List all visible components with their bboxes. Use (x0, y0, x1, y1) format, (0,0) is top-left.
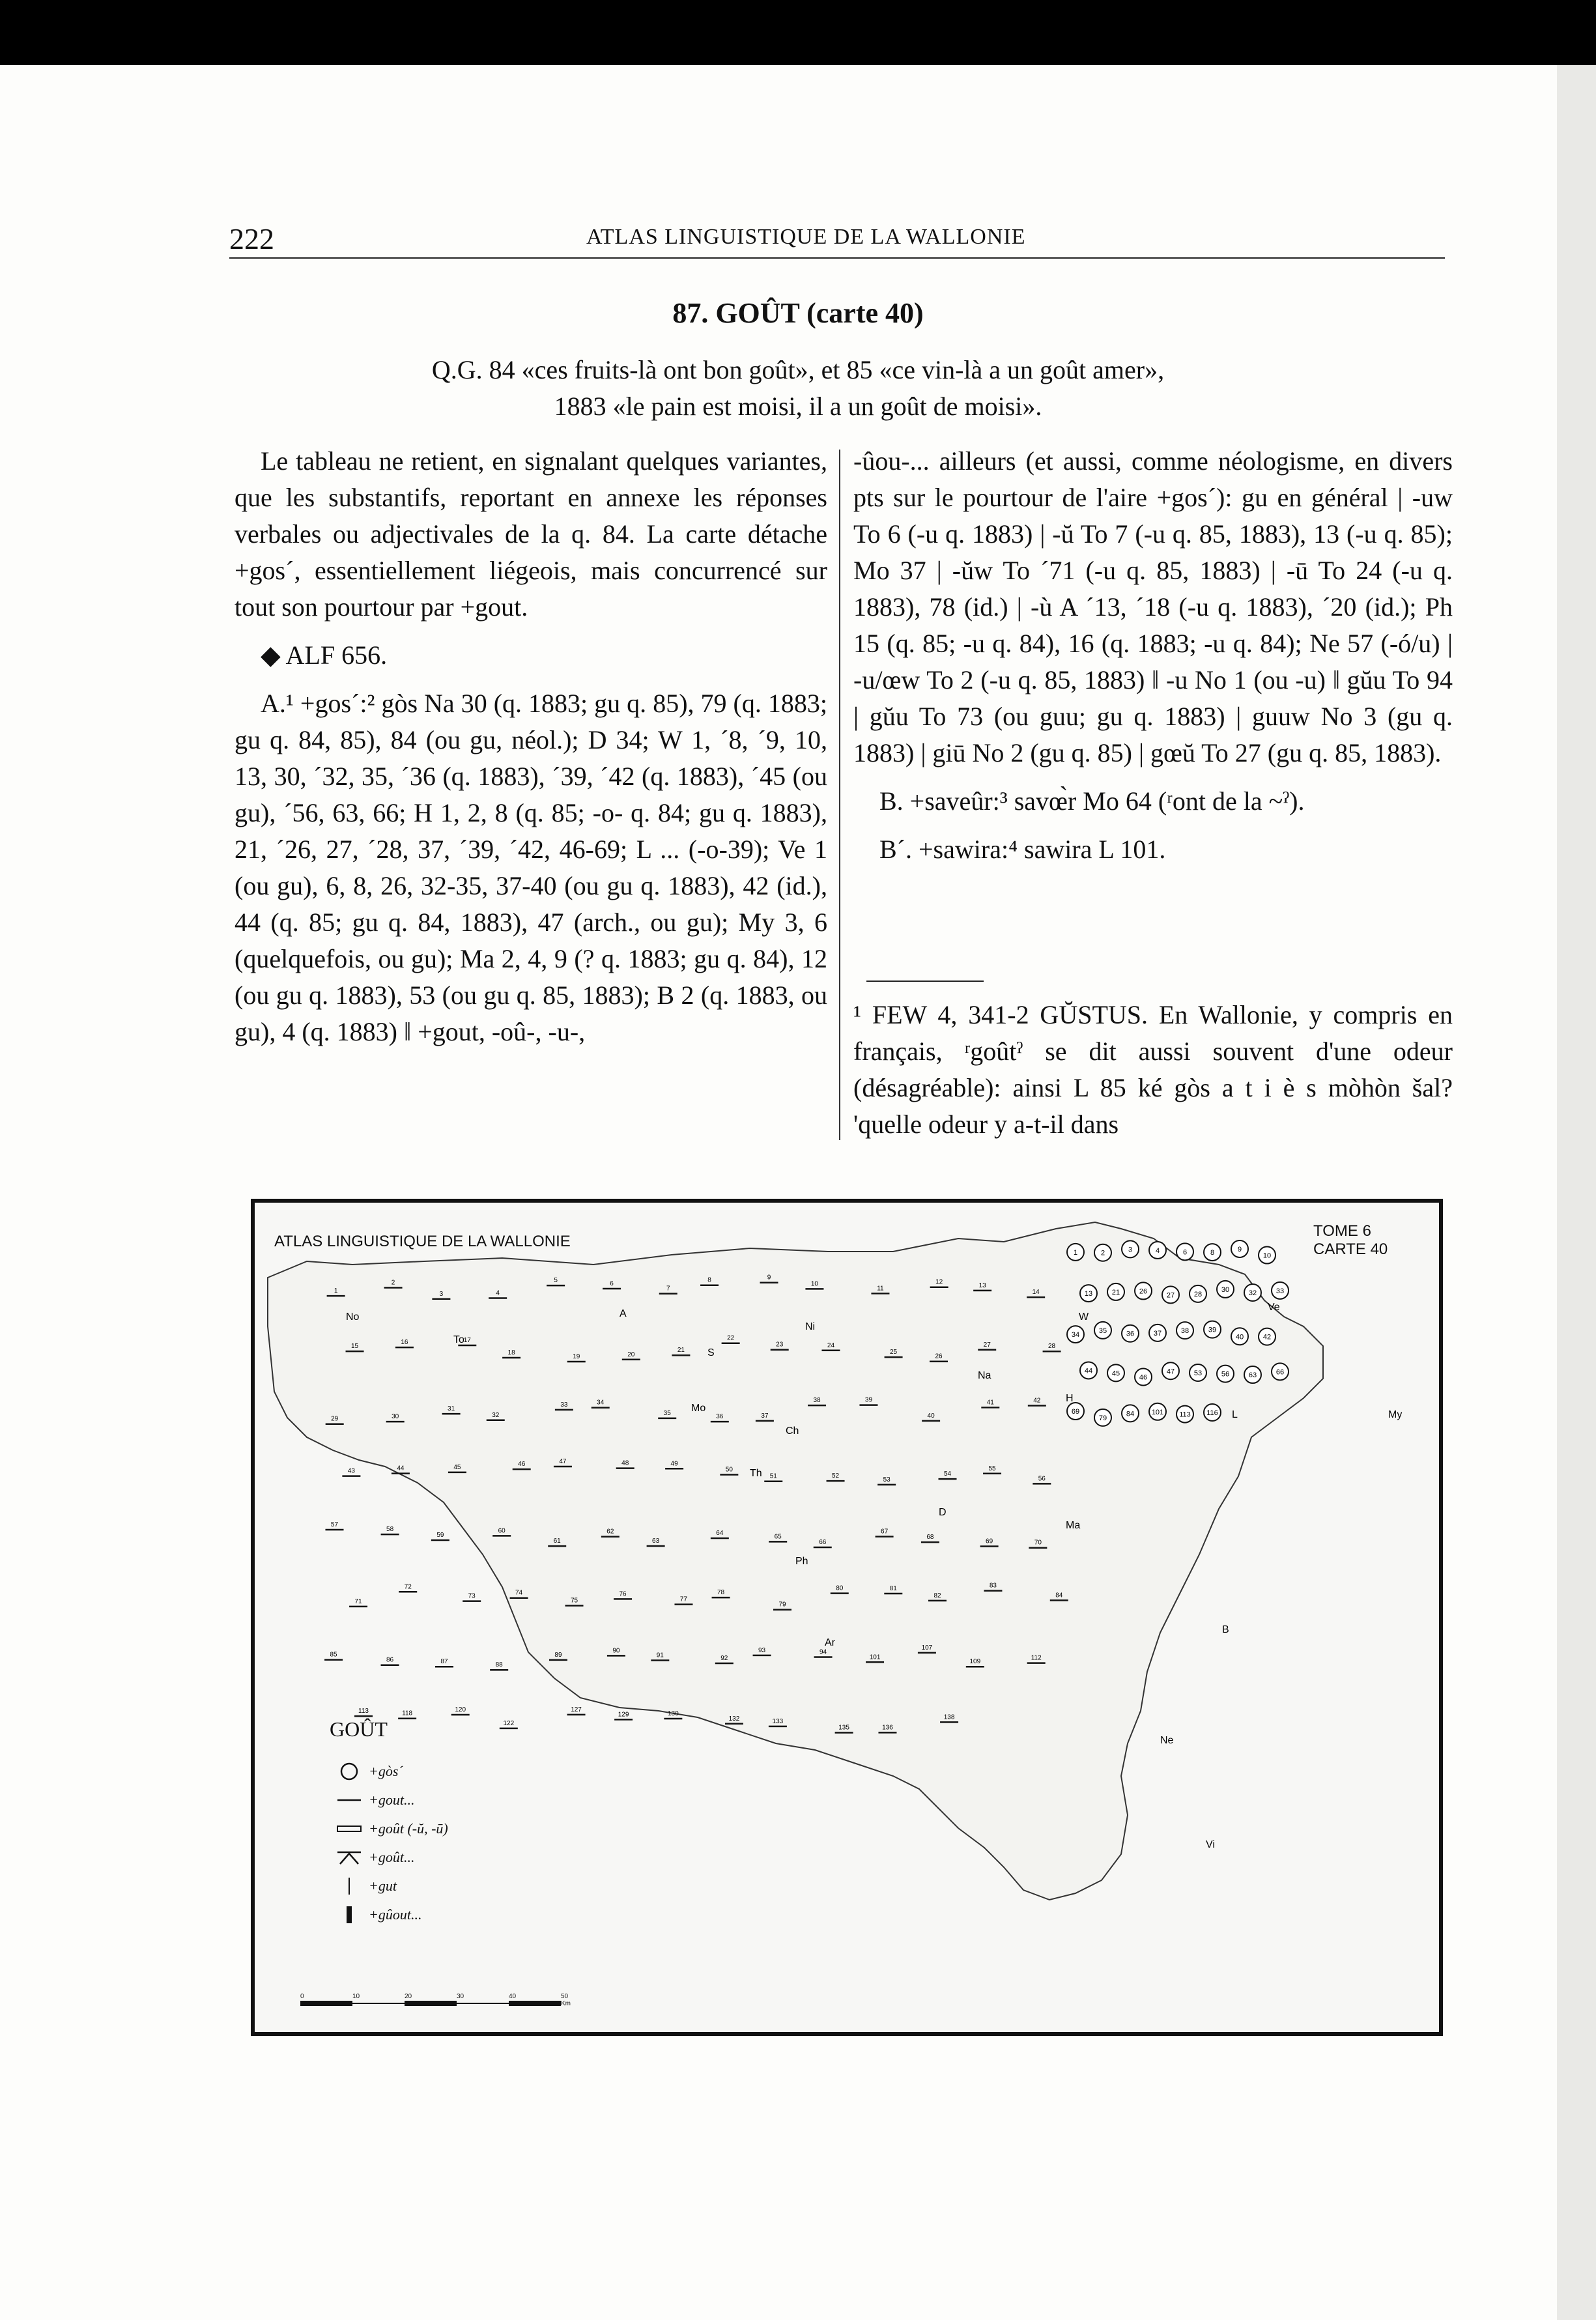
region-abbreviation: Na (978, 1370, 991, 1381)
point-number-label: 32 (1248, 1289, 1257, 1297)
point-number-label: 4 (496, 1289, 500, 1297)
point-number-label: 21 (677, 1347, 685, 1354)
circle-icon (330, 1762, 369, 1781)
point-number-label: 56 (1221, 1370, 1230, 1379)
point-number-label: 92 (720, 1655, 728, 1663)
point-number-label: 40 (1235, 1333, 1244, 1341)
legend-item-gos (330, 1757, 448, 1786)
point-number-label: 29 (331, 1415, 339, 1423)
legend-label: +gut (369, 1878, 397, 1894)
scale-label: 10 (352, 1993, 360, 2000)
point-number-label: 27 (1166, 1291, 1175, 1300)
point-number-label: 27 (983, 1341, 991, 1349)
region-abbreviation: Ma (1066, 1520, 1081, 1531)
point-number-label: 107 (921, 1644, 933, 1652)
point-number-label: 3 (1128, 1246, 1133, 1254)
point-number-label: 30 (392, 1413, 399, 1421)
point-number-label: 75 (570, 1597, 578, 1605)
point-number-label: 77 (679, 1596, 688, 1603)
region-abbreviation: W (1079, 1311, 1089, 1323)
point-number-label: 45 (1111, 1369, 1120, 1378)
point-number-label: 47 (559, 1458, 567, 1466)
legend-label: +gûout... (369, 1906, 422, 1923)
region-abbreviation: A (620, 1308, 627, 1319)
entry-title: 87. GOÛT (carte 40) (672, 297, 924, 329)
point-number-label: 24 (827, 1341, 835, 1349)
map-scale-bar (300, 1994, 574, 2016)
questionnaire-lines (0, 352, 1596, 425)
region-abbreviation: D (939, 1507, 947, 1518)
point-number-label: 7 (666, 1285, 670, 1293)
point-number-label: 63 (652, 1537, 660, 1545)
point-number-label: 74 (515, 1589, 523, 1597)
section-b-paragraph: B. +saveûr:³ savœ̀r Mo 64 (ʳont de la ~ˀ). (879, 786, 1305, 816)
qg-line-1: Q.G. 84 «ces fruits-là ont bon goût», et 85 «ce vin-là a un goût amer», (431, 355, 1165, 384)
region-abbreviation: Th (750, 1468, 762, 1479)
left-column (235, 443, 827, 1062)
region-abbreviation: To (453, 1334, 464, 1345)
point-number-label: 53 (1193, 1369, 1203, 1378)
thin-vbar-icon (330, 1876, 369, 1896)
point-number-label: 82 (933, 1592, 941, 1599)
point-number-label: 94 (819, 1648, 827, 1656)
point-number-label: 65 (774, 1533, 782, 1541)
point-number-label: 44 (1084, 1367, 1093, 1375)
point-number-label: 6 (1182, 1248, 1188, 1257)
footnote-1: ¹ FEW 4, 341-2 GŬSTUS. En Wallonie, y compris en français, ʳgoûtˀ se dit aussi souvent d'une odeur (désagréable): ainsi L 85 ké gòs a t i è s mòhòn šal? 'quelle odeur y a-t-il dans (853, 1000, 1453, 1139)
point-number-label: 79 (778, 1601, 786, 1609)
point-number-label: 118 (402, 1710, 413, 1717)
legend-item-gut (330, 1872, 448, 1900)
point-number-label: 67 (881, 1528, 889, 1536)
point-number-label: 17 (463, 1336, 471, 1344)
section-a-paragraph: A.¹ +gos´:² gòs Na 30 (q. 1883; gu q. 85), 79 (q. 1883; gu q. 84, 85), 84 (ou gu, néol.); D 34; W 1, ´8, ´9, 10, 13, 30, ´32, 35, ´36 (q. 1883), ´39, ´42 (q. 1883), ´45 (ou gu), ´56, 63, 66; H 1, 2, 8 (q. 85; -o- q. 84; gu q. 1883), 21, ´26, 27, ´28, 37, ´39, ´42, 46-69; L ... (-o-39); Ve 1 (ou gu), 6, 8, 26, 32-35, 37-40 (ou gu q. 1883), 42 (id.), 44 (q. 85; gu q. 84, 1883), 47 (arch., ou gu); My 3, 6 (quelquefois, ou gu); Ma 2, 4, 9 (? q. 1883; gu q. 84), 12 (ou gu q. 1883), 53 (ou gu q. 85, 1883); B 2 (q. 1883, ou gu), 4 (q. 1883) ‖ +gout, -oû-, -u-, (235, 689, 827, 1046)
point-number-label: 109 (969, 1658, 981, 1666)
scale-label: 0 (300, 1993, 304, 2000)
section-b-prime-paragraph: B´. +sawira:⁴ sawira L 101. (879, 835, 1166, 864)
point-number-label: 34 (1071, 1331, 1080, 1339)
point-number-label: 122 (503, 1719, 515, 1727)
point-number-label: 83 (989, 1582, 997, 1590)
point-number-label: 52 (831, 1472, 840, 1480)
point-number-label: 28 (1193, 1290, 1203, 1298)
point-number-label: 39 (1208, 1326, 1217, 1334)
point-number-label: 112 (1031, 1654, 1042, 1662)
point-number-label: 39 (864, 1396, 873, 1404)
point-number-label: 76 (619, 1590, 627, 1598)
point-number-label: 34 (597, 1399, 605, 1407)
legend-label: +gout... (369, 1792, 415, 1808)
point-number-label: 9 (767, 1274, 771, 1282)
point-number-label: 12 (935, 1278, 943, 1286)
point-number-label: 3 (439, 1290, 444, 1298)
point-number-label: 53 (883, 1476, 891, 1483)
point-number-label: 37 (1153, 1329, 1162, 1338)
region-abbreviation: Mo (691, 1403, 706, 1414)
point-number-label: 69 (1071, 1408, 1080, 1416)
point-number-label: 59 (436, 1532, 444, 1540)
region-abbreviation: Vi (1206, 1839, 1215, 1850)
point-number-label: 36 (716, 1413, 724, 1421)
point-number-label: 14 (1032, 1289, 1040, 1296)
point-number-label: 20 (627, 1351, 635, 1358)
scale-label: 40 (509, 1993, 517, 2000)
point-number-label: 135 (838, 1724, 849, 1732)
point-number-label: 26 (935, 1353, 943, 1360)
dash-icon (330, 1797, 369, 1803)
point-number-label: 42 (1033, 1397, 1041, 1405)
point-number-label: 23 (776, 1341, 784, 1349)
point-number-label: 66 (819, 1539, 827, 1547)
scan-top-border (0, 0, 1596, 65)
point-number-label: 85 (330, 1651, 337, 1659)
point-number-label: 93 (758, 1646, 766, 1654)
point-number-label: 19 (573, 1353, 580, 1361)
point-number-label: 90 (612, 1647, 620, 1655)
section-a-continued: -ûou-... ailleurs (et aussi, comme néologisme, en divers pts sur le pourtour de l'aire +gos´): gu en général | -uw To 6 (-u q. 1883) | -ŭ To 7 (-u q. 85, 1883), 13 (-u q. 85); Mo 37 | -ŭw To ´71 (-u q. 85, 1883) | -ū To 24 (-u q. 1883), 78 (id.) | -ù A ´13, ´18 (-u q. 1883), ´20 (id.); Ph 15 (q. 85; -u q. 84), 16 (q. 1883; -u q. 84); Ne 57 (-ó/u) | -u/œw To 2 (-u q. 85, 1883) ‖ -u No 1 (ou -u) ‖ gŭu To 94 | gŭu To 73 (ou guu; gu q. 1883) | guuw No 3 (gu q. 1883) | giū No 2 (gu q. 85) | gœŭ To 27 (gu q. 85, 1883). (853, 446, 1453, 767)
point-number-label: 45 (453, 1463, 461, 1471)
map-header-title: ATLAS LINGUISTIQUE DE LA WALLONIE (274, 1233, 571, 1250)
legend-item-gout (330, 1786, 448, 1814)
legend-title: GOÛT (330, 1717, 388, 1741)
region-abbreviation: Ar (825, 1637, 835, 1648)
map-legend (330, 1717, 448, 1929)
point-number-label: 81 (889, 1585, 897, 1593)
point-number-label: 70 (1034, 1539, 1042, 1547)
caret-bar-icon (330, 1850, 369, 1865)
page-number: 222 (229, 222, 274, 255)
point-number-label: 101 (1151, 1408, 1164, 1416)
map-header-tome: TOME 6 (1313, 1222, 1371, 1240)
point-number-label: 37 (761, 1412, 769, 1420)
point-number-label: 62 (606, 1528, 614, 1536)
point-number-label: 4 (1155, 1246, 1160, 1255)
qg-line-2: 1883 «le pain est moisi, il a un goût de moisi». (554, 392, 1042, 421)
point-number-label: 87 (440, 1658, 448, 1666)
point-number-label: 1 (334, 1287, 338, 1295)
point-number-label: 40 (927, 1412, 935, 1420)
point-number-label: 55 (988, 1465, 996, 1472)
point-number-label: 33 (1275, 1287, 1285, 1295)
point-number-label: 60 (498, 1527, 506, 1535)
point-number-label: 46 (518, 1461, 526, 1468)
point-number-label: 44 (397, 1465, 405, 1472)
point-number-label: 49 (670, 1460, 678, 1468)
legend-label: +goût (-ŭ, -ū) (369, 1820, 448, 1837)
point-number-label: 101 (869, 1654, 881, 1661)
legend-item-gout-caret (330, 1843, 448, 1872)
point-number-label: 26 (1139, 1287, 1148, 1296)
point-number-label: 80 (836, 1584, 844, 1592)
point-number-label: 69 (986, 1538, 993, 1545)
point-number-label: 48 (621, 1459, 629, 1467)
scale-label: 30 (457, 1993, 464, 2000)
running-head: ATLAS LINGUISTIQUE DE LA WALLONIE (586, 225, 1026, 249)
point-number-label: 2 (391, 1279, 395, 1287)
map-header-carte: CARTE 40 (1313, 1240, 1388, 1258)
point-number-label: 116 (1206, 1409, 1218, 1417)
region-abbreviation: Ne (1160, 1735, 1174, 1746)
legend-label: +gòs´ (369, 1763, 403, 1779)
point-number-label: 11 (877, 1285, 884, 1293)
point-number-label: 54 (943, 1470, 952, 1478)
point-number-label: 86 (386, 1656, 394, 1664)
scale-label: 50 Km (561, 1993, 571, 2007)
point-number-label: 136 (882, 1724, 893, 1732)
point-number-label: 56 (1038, 1475, 1046, 1483)
point-number-label: 13 (978, 1282, 986, 1289)
point-number-label: 79 (1098, 1414, 1107, 1422)
point-number-label: 43 (347, 1467, 355, 1475)
point-number-label: 64 (716, 1529, 724, 1537)
point-number-label: 32 (492, 1411, 500, 1419)
point-number-label: 47 (1166, 1368, 1175, 1376)
point-number-label: 73 (468, 1592, 476, 1600)
point-number-label: 9 (1237, 1245, 1242, 1253)
point-number-label: 91 (656, 1652, 664, 1659)
point-number-label: 84 (1055, 1592, 1063, 1599)
point-number-label: 2 (1100, 1249, 1105, 1257)
point-number-label: 130 (668, 1710, 679, 1717)
point-number-label: 13 (1084, 1290, 1093, 1298)
point-number-label: 38 (1180, 1327, 1190, 1336)
scale-label: 20 (405, 1993, 412, 2000)
point-number-label: 88 (495, 1661, 503, 1669)
point-number-label: 35 (663, 1409, 671, 1417)
point-number-label: 84 (1126, 1410, 1135, 1418)
point-number-label: 28 (1048, 1343, 1056, 1351)
point-number-label: 57 (330, 1521, 339, 1529)
open-bar-icon (330, 1824, 369, 1833)
point-number-label: 16 (401, 1339, 408, 1347)
legend-label: +goût... (369, 1849, 415, 1865)
point-number-label: 25 (890, 1349, 898, 1356)
point-number-label: 6 (610, 1280, 614, 1288)
header-rule (229, 257, 1445, 259)
point-number-label: 89 (554, 1651, 562, 1659)
point-number-label: 38 (813, 1397, 821, 1405)
point-number-label: 133 (772, 1717, 784, 1725)
intro-paragraph: Le tableau ne retient, en signalant quelques variantes, que les substantifs, reportant en annexe les réponses verbales ou adjectivales de la q. 84. La carte détache +gos´, essentiellement liégeois, mais concurrencé sur tout son pourtour par +gout. (235, 446, 827, 622)
point-number-label: 51 (769, 1472, 777, 1480)
point-number-label: 1 (1073, 1248, 1078, 1257)
region-abbreviation: Ph (795, 1556, 808, 1567)
region-abbreviation: H (1066, 1393, 1074, 1404)
point-number-label: 35 (1098, 1326, 1107, 1335)
region-abbreviation: Ni (805, 1321, 816, 1332)
alf-reference: ◆ ALF 656. (261, 640, 388, 670)
footnote-rule (866, 981, 984, 982)
column-separator (839, 450, 840, 1140)
region-abbreviation: Ve (1268, 1302, 1280, 1313)
point-number-label: 50 (725, 1466, 733, 1474)
point-number-label: 72 (404, 1583, 412, 1591)
legend-item-gout-variant (330, 1814, 448, 1843)
point-number-label: 127 (571, 1706, 582, 1713)
thick-vbar-icon (330, 1905, 369, 1925)
point-number-label: 120 (455, 1706, 466, 1713)
point-number-label: 42 (1262, 1333, 1272, 1341)
region-abbreviation: My (1388, 1409, 1403, 1420)
point-number-label: 138 (943, 1713, 955, 1721)
point-number-label: 63 (1248, 1371, 1257, 1380)
point-number-label: 30 (1221, 1285, 1230, 1294)
point-number-label: 71 (354, 1597, 362, 1605)
point-number-label: 66 (1275, 1368, 1285, 1377)
point-number-label: 10 (810, 1280, 818, 1288)
point-number-label: 58 (386, 1526, 394, 1534)
region-abbreviation: No (346, 1311, 360, 1323)
point-number-label: 132 (728, 1715, 740, 1723)
dialect-map (251, 1199, 1443, 2036)
right-column (853, 443, 1453, 880)
point-number-label: 36 (1126, 1330, 1135, 1338)
region-abbreviation: L (1232, 1409, 1238, 1420)
point-number-label: 78 (717, 1589, 725, 1597)
point-number-label: 31 (448, 1405, 455, 1413)
point-number-label: 33 (560, 1401, 568, 1409)
legend-item-guout (330, 1900, 448, 1929)
region-abbreviation: B (1222, 1624, 1229, 1635)
point-number-label: 46 (1139, 1373, 1148, 1382)
region-abbreviation: S (707, 1347, 715, 1358)
point-number-label: 129 (618, 1711, 629, 1719)
point-number-label: 15 (350, 1343, 359, 1351)
region-abbreviation: Ch (786, 1425, 799, 1437)
point-number-label: 8 (1210, 1249, 1215, 1257)
scale-labels (300, 1993, 574, 2007)
point-number-label: 18 (507, 1349, 515, 1356)
point-number-label: 21 (1111, 1288, 1120, 1296)
point-number-label: 68 (926, 1534, 934, 1541)
point-number-label: 41 (986, 1399, 994, 1407)
point-number-label: 113 (1179, 1411, 1191, 1419)
point-number-label: 22 (727, 1334, 735, 1342)
point-number-label: 5 (554, 1277, 558, 1285)
point-number-label: 10 (1262, 1252, 1272, 1260)
point-number-label: 8 (707, 1276, 711, 1284)
point-number-label: 61 (553, 1538, 561, 1545)
point-number-label: 113 (358, 1708, 369, 1715)
